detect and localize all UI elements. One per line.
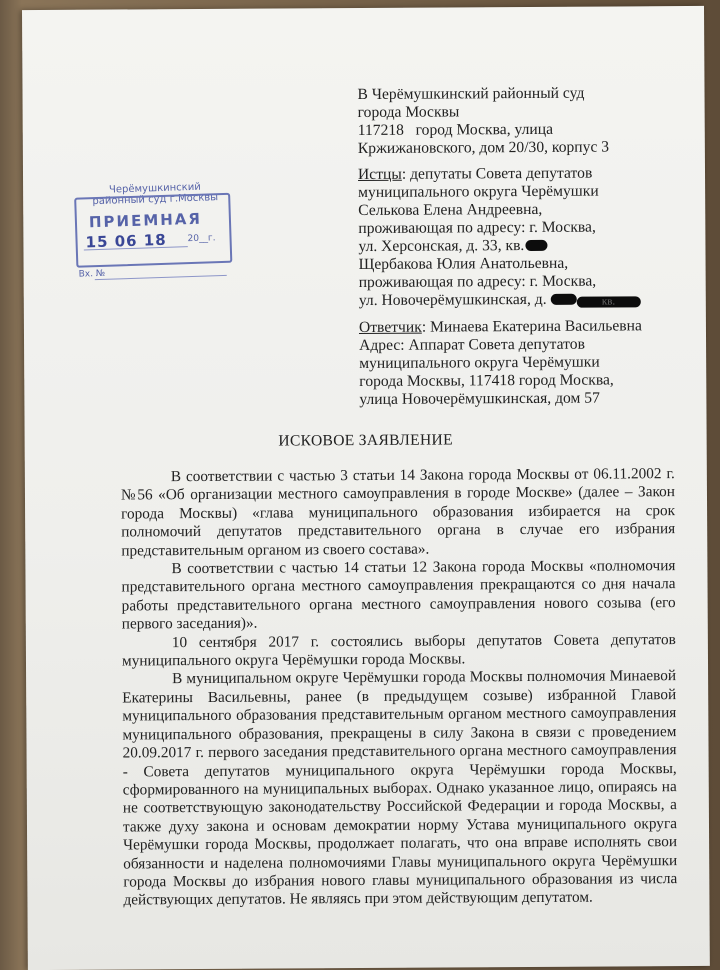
plaintiffs-block <box>358 164 641 310</box>
paragraph: В муниципальном округе Черёмушки города Москвы полномочия Минаевой Екатерины Васильевны, ранее (в предыдущем созыве) избранной Главой муниципального образования представительным органом местного самоуправления муниципального образования, прекращены в силу Закона в связи с проведением 20.09.2017 г. первого заседания представительного органа местного самоуправления - Совета депутатов муниципального округа Черёмушки города Москвы, сформированного на муниципальных выборах. Однако указанное лицо, опираясь на не соответствующую законодательству Российской Федерации и города Москвы, а также духу закона и основам демократии норму Устава муниципального округа Черёмушки города Москвы, продолжает полагать, что она вправе исполнять свои обязанности и наделена полномочиями Главы муниципального округа Черёмушки города Москвы до избрания нового главы муниципального образования из числа действующих депутатов. Не являясь при этом действующим депутатом. <box>122 667 678 909</box>
stamp-header-line: районный суд г.Москвы <box>92 192 219 208</box>
redaction-mark <box>550 294 576 305</box>
paragraph: В соответствии с частью 3 статьи 14 Закона города Москвы от 06.11.2002 г. №56 «Об организации местного самоуправления в городе Москве» (далее – Закон города Москвы) «глава муниципального образования избирается на срок полномочий депутатов представительного органа в случае его избрания представительным органом из своего состава». <box>120 465 676 560</box>
defendant-line: улица Новочерёмушкинская, дом 57 <box>359 389 600 409</box>
plaintiffs-label: Истцы <box>357 165 402 184</box>
addressee-line: 117218 город Москва, улица <box>357 120 554 140</box>
defendant-block <box>359 317 642 409</box>
defendant-first-line <box>359 317 642 337</box>
paragraph: В соответствии с частью 14 статьи 12 Закона города Москвы «полномочия представительного органа местного самоуправления прекращаются со дня начала работы представительного органа местного самоуправления нового созыва (его первого заседания)». <box>121 557 676 633</box>
document-title: ИСКОВОЕ ЗАЯВЛЕНИЕ <box>278 431 453 450</box>
plaintiff2-address-suffix: кв. <box>601 295 616 308</box>
paragraph: 10 сентября 2017 г. состоялись выборы депутатов Совета депутатов муниципального округа Черёмушки города Москвы. <box>121 630 676 670</box>
stamp-year: 20__г. <box>187 233 216 245</box>
addressee-line: В Черёмушкинский районный суд <box>357 84 585 104</box>
plaintiff2-address <box>359 290 641 310</box>
plaintiffs-first-line <box>358 164 640 184</box>
addressee-line: города Москвы <box>357 103 460 122</box>
plaintiff2-address-text: ул. Новочерёмушкинская, д. <box>358 290 547 310</box>
redaction-mark <box>525 240 547 251</box>
stamp-date: 15 06 18 <box>85 230 167 252</box>
defendant-label: Ответчик <box>358 318 422 337</box>
redaction-mark <box>576 296 640 307</box>
plaintiffs-line: муниципального округа Черёмушки <box>358 182 599 202</box>
claim-body <box>121 465 678 910</box>
plaintiffs-line: проживающая по адресу: г. Москва, <box>358 218 596 238</box>
addressee-block <box>357 85 609 159</box>
plaintiffs-line: Щербакова Юлия Анатольевна, <box>358 254 569 274</box>
addressee-line: Кржижановского, дом 20/30, корпус 3 <box>357 138 610 158</box>
stamp-title: ПРИЕМНАЯ <box>88 209 203 232</box>
defendant-line: муниципального округа Черёмушки <box>359 353 600 373</box>
court-reception-stamp <box>70 181 233 288</box>
plaintiffs-line: проживающая по адресу: г. Москва, <box>358 272 597 292</box>
plaintiffs-description: : депутаты Совета депутатов <box>401 164 593 183</box>
plaintiff1-address-text: ул. Херсонская, д. 33, кв. <box>358 237 525 256</box>
document-page <box>22 6 710 970</box>
defendant-line: Адрес: Аппарат Совета депутатов <box>359 335 585 355</box>
defendant-line: города Москвы, 117418 город Москва, <box>359 371 614 391</box>
plaintiffs-line: Селькова Елена Андреевна, <box>358 200 543 220</box>
stamp-header-line: Черёмушкинский <box>108 181 201 196</box>
stamp-number-line <box>95 275 227 280</box>
stamp-number-label: Вх. № <box>78 268 106 280</box>
plaintiff1-address <box>358 236 640 256</box>
defendant-name: : Минаева Екатерина Васильевна <box>421 317 642 336</box>
